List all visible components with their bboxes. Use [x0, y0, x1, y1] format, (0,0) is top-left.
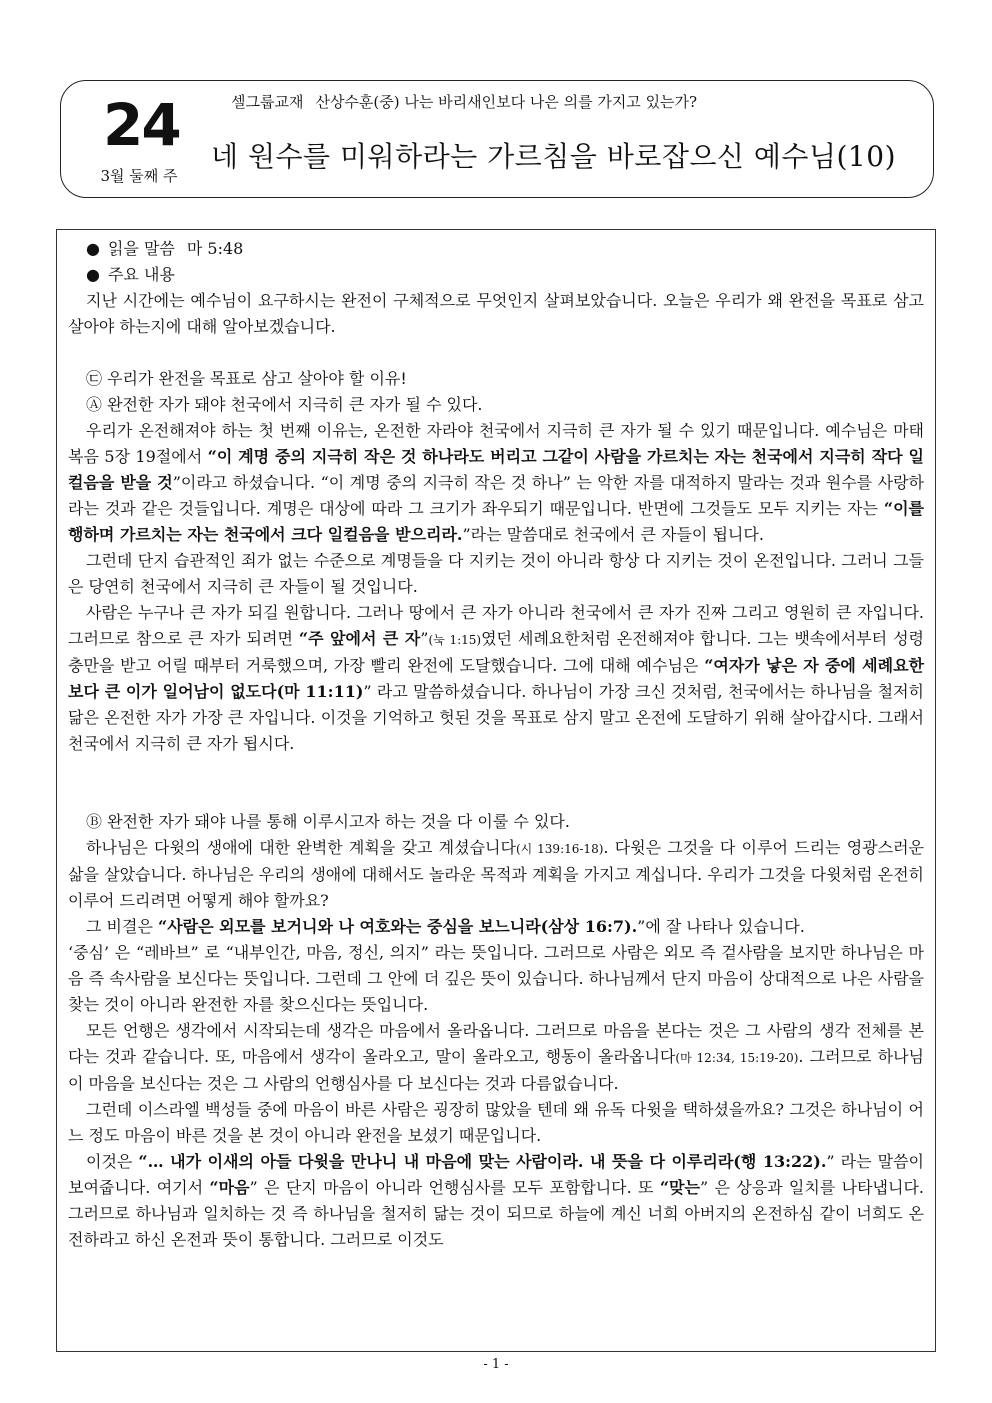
paragraph-b1: 하나님은 다윗의 생애에 대한 완벽한 계획을 갖고 계셨습니다(시 139:16-18). 다윗은 그것을 다 이루어 드리는 영광스러운 삶을 살았습니다. 하나님은 우리의 생애에 대해서도 놀라운 목적과 계획을 가지고 계십니다. 우리가 그것을 다윗처럼 온전히 이루어 드리려면 어떻게 해야 할까요? — [68, 838, 924, 910]
paragraph-b2: 그 비결은 “사람은 외모를 보거니와 나 여호와는 중심을 보느니라(삼상 16:7).”에 잘 나타나 있습니다. — [86, 917, 805, 936]
paragraph-b5: 그런데 이스라엘 백성들 중에 마음이 바른 사람은 굉장히 많았을 텐데 왜 유독 다윗을 택하셨을까요? 그것은 하나님이 어느 정도 마음이 바른 것을 본 것이 아니라 완전을 보셨기 때문입니다. — [68, 1100, 924, 1145]
content-body — [68, 236, 924, 1253]
paragraph-a3: 사람은 누구나 큰 자가 되길 원합니다. 그러나 땅에서 큰 자가 아니라 천국에서 큰 자가 진짜 그리고 영원히 큰 자입니다. 그러므로 참으로 큰 자가 되려면 “주 앞에서 큰 자”(눅 1:15)였던 세례요한처럼 온전해져야 합니다. 그는 뱃속에서부터 성령충만을 받고 어릴 때부터 거룩했으며, 가장 빨리 완전에 도달했습니다. 그에 대해 예수님은 “여자가 낳은 자 중에 세례요한보다 큰 이가 일어남이 없도다(마 11:11)” 라고 말씀하셨습니다. 하나님이 가장 크신 것처럼, 천국에서는 하나님을 철저히 닮은 온전한 자가 가장 큰 자입니다. 이것을 기억하고 헛된 것을 목표로 삼지 말고 온전에 도달하기 위해 살아갑시다. 그래서 천국에서 지극히 큰 자가 됩시다. — [68, 603, 925, 753]
main-label: 주요 내용 — [107, 265, 175, 284]
keyword: “맞는 — [659, 1178, 700, 1197]
lesson-header — [60, 80, 934, 198]
reading-label: 읽을 말씀 — [107, 239, 175, 258]
keyword: “마음 — [209, 1178, 250, 1197]
scripture-quote: “이를 행하며 가르치는 자는 천국에서 크다 일컬음을 받으리라. — [68, 499, 924, 544]
section-heading: ㉢ 우리가 완전을 목표로 삼고 살아야 할 이유! — [86, 369, 407, 388]
reading-ref: 마 5:48 — [186, 239, 244, 258]
scripture-quote: “… 내가 이새의 아들 다윗을 만나니 내 마음에 맞는 사람이라. 내 뜻을 다 이루리라(행 13:22). — [138, 1152, 827, 1171]
paragraph-a2: 그런데 단지 습관적인 죄가 없는 수준으로 계명들을 다 지키는 것이 아니라 항상 다 지키는 것이 온전입니다. 그러니 그들은 당연히 천국에서 지극히 큰 자들이 될 것입니다. — [68, 551, 924, 596]
paragraph-a1: 우리가 온전해져야 하는 첫 번째 이유는, 온전한 자라야 천국에서 지극히 큰 자가 될 수 있기 때문입니다. 예수님은 마태복음 5장 19절에서 “이 계명 중의 지극히 작은 것 하나라도 버리고 그같이 사람을 가르치는 자는 천국에서 지극히 작다 일컬음을 받을 것”이라고 하셨습니다. “이 계명 중의 지극히 작은 것 하나” 는 악한 자를 대적하지 말라는 것과 원수를 사랑하라는 것과 같은 것들입니다. 계명은 대상에 따라 그 크기가 좌우되기 때문입니다. 반면에 그것들도 모두 지키는 자는 “이를 행하며 가르치는 자는 천국에서 크다 일컬음을 받으리라.”라는 말씀대로 천국에서 큰 자들이 됩니다. — [68, 421, 924, 544]
series-line — [231, 91, 697, 112]
scripture-quote: “이 계명 중의 지극히 작은 것 하나라도 버리고 그같이 사람을 가르치는 자는 천국에서 지극히 작다 일컬음을 받을 것 — [68, 447, 924, 492]
series-subtitle: 산상수훈(중) 나는 바리새인보다 나은 의를 가지고 있는가? — [315, 93, 698, 111]
bullet-icon: ● — [86, 239, 100, 258]
scripture-quote: “여자가 낳은 자 중에 세례요한보다 큰 이가 일어남이 없도다(마 11:11) — [68, 656, 924, 701]
paragraph-b3: ‘중심’ 은 “레바브” 로 “내부인간, 마음, 정신, 의지” 라는 뜻입니다. 그러므로 사람은 외모 즉 겉사람을 보지만 하나님은 마음 즉 속사람을 보신다는 뜻입니다. 그런데 그 안에 더 깊은 뜻이 있습니다. 하나님께서 단지 마음이 상대적으로 나은 사람을 찾는 것이 아니라 완전한 자를 찾으신다는 뜻입니다. — [68, 943, 924, 1014]
scripture-ref: (마 12:34, 15:19-20) — [675, 1051, 799, 1065]
page-title: 네 원수를 미워하라는 가르침을 바로잡으신 예수님(10) — [211, 140, 896, 173]
main-label-line — [86, 262, 924, 288]
intro-paragraph: 지난 시간에는 예수님이 요구하시는 완전이 구체적으로 무엇인지 살펴보았습니다. 오늘은 우리가 왜 완전을 목표로 삼고 살아야 하는지에 대해 알아보겠습니다. — [68, 291, 924, 336]
scripture-quote: “사람은 외모를 보거니와 나 여호와는 중심을 보느니라(삼상 16:7). — [158, 917, 638, 936]
paragraph-b6: 이것은 “… 내가 이새의 아들 다윗을 만나니 내 마음에 맞는 사람이라. 내 뜻을 다 이루리라(행 13:22).” 라는 말씀이 보여줍니다. 여기서 “마음” 은 단지 마음이 아니라 언행심사를 모두 포함합니다. 또 “맞는” 은 상응과 일치를 나타냅니다. 그러므로 하나님과 일치하는 것 즉 하나님을 철저히 닮는 것이 되므로 하늘에 계신 너희 아버지의 온전하심 같이 너희도 온전하라고 하신 온전과 뜻이 통합니다. 그러므로 이것도 — [68, 1152, 924, 1249]
week-label: 3월 둘째 주 — [100, 167, 178, 185]
subsection-a-heading: Ⓐ 완전한 자가 돼야 천국에서 지극히 큰 자가 될 수 있다. — [86, 395, 483, 414]
scripture-ref: (시 139:16-18) — [515, 842, 604, 856]
paragraph-b4: 모든 언행은 생각에서 시작되는데 생각은 마음에서 올라옵니다. 그러므로 마음을 본다는 것은 그 사람의 생각 전체를 본다는 것과 같습니다. 또, 마음에서 생각이 올라오고, 말이 올라오고, 행동이 올라옵니다(마 12:34, 15:19-20). 그러므로 하나님이 마음을 보신다는 것은 그 사람의 언행심사를 다 보신다는 것과 다름없습니다. — [68, 1021, 925, 1093]
reading-line — [86, 236, 924, 262]
scripture-quote: “주 앞에서 큰 자 — [298, 629, 421, 648]
content-box — [56, 229, 936, 1352]
scripture-ref: (눅 1:15) — [428, 633, 482, 647]
lesson-number: 24 — [103, 91, 180, 159]
bullet-icon: ● — [86, 265, 100, 284]
page-number: - 1 - — [483, 1357, 509, 1372]
series-label: 셀그룹교재 — [231, 93, 304, 111]
subsection-b-heading: Ⓑ 완전한 자가 돼야 나를 통해 이루시고자 하는 것을 다 이룰 수 있다. — [86, 812, 570, 831]
